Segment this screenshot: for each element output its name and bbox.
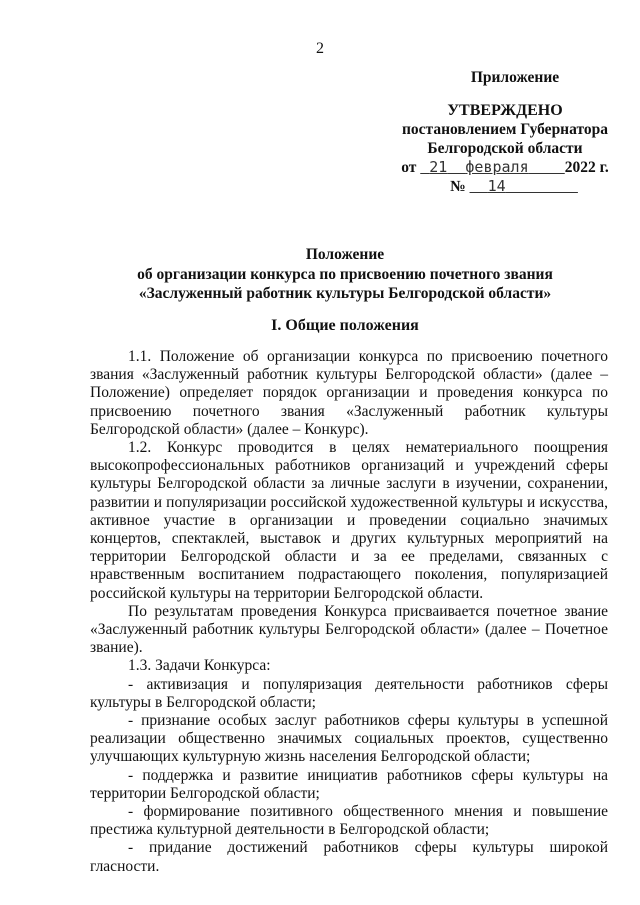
document-title	[90, 245, 600, 304]
approval-number-line	[408, 177, 620, 196]
task-item: - придание достижений работников сферы культуры широкой гласности.	[90, 839, 608, 875]
approved-label: УТВЕРЖДЕНО	[447, 102, 563, 119]
paragraph-title-award: По результатам проведения Конкурса присваивается почетное звание «Заслуженный работник культуры Белгородской области» (далее – Почетное звание).	[90, 602, 608, 657]
appendix-label: Приложение	[470, 69, 560, 86]
date-prefix: от	[401, 159, 417, 176]
title-line-1: Положение	[305, 246, 385, 263]
approval-region: Белгородской области	[427, 140, 583, 157]
section-heading: I. Общие положения	[271, 317, 419, 334]
approval-by-line: постановлением Губернатора	[402, 121, 608, 138]
paragraph-1-2: 1.2. Конкурс проводится в целях нематериального поощрения высокопрофессиональных работников организаций и учреждений сферы культуры Белгородской области за личные заслуги в изучении, сохранении, развитии и популяризации российской художественной культуры и искусства, активное участие в организации и проведении социально значимых концертов, спектаклей, выставок и других культурных мероприятий на территории Белгородской области и за ее пределами, связанных с нравственным воспитанием подрастающего поколения, популяризацией российской культуры на территории Белгородской области.	[90, 439, 608, 602]
date-year: 2022 г.	[564, 159, 609, 176]
date-day: 21 февраля	[429, 158, 529, 176]
task-item: - поддержка и развитие инициатив работников сферы культуры на территории Белгородской области;	[90, 766, 608, 802]
page-number: 2	[316, 40, 324, 57]
body-text	[90, 348, 608, 876]
paragraph-1-1: 1.1. Положение об организации конкурса по присвоению почетного звания «Заслуженный работник культуры Белгородской области» (далее – Положение) определяет порядок организации и проведения конкурса по присвоению почетного звания «Заслуженный работник культуры Белгородской области» (далее – Конкурс).	[90, 348, 608, 438]
number-value: 14	[487, 177, 506, 195]
number-prefix: №	[450, 178, 466, 195]
title-line-3: «Заслуженный работник культуры Белгородской области»	[138, 285, 552, 302]
approval-date-line	[390, 158, 620, 177]
approval-block	[390, 68, 620, 196]
task-item: - признание особых заслуг работников сферы культуры в успешной реализации общественно значимых социальных проектов, существенно улучшающих культурную жизнь населения Белгородской области;	[90, 712, 608, 766]
title-line-2: об организации конкурса по присвоению почетного звания	[137, 265, 553, 283]
paragraph-1-3: 1.3. Задачи Конкурса:	[128, 657, 271, 675]
task-item: - формирование позитивного общественного мнения и повышение престижа культурной деятельности в Белгородской области;	[90, 803, 608, 839]
task-item: - активизация и популяризация деятельности работников сферы культуры в Белгородской области;	[90, 675, 608, 711]
